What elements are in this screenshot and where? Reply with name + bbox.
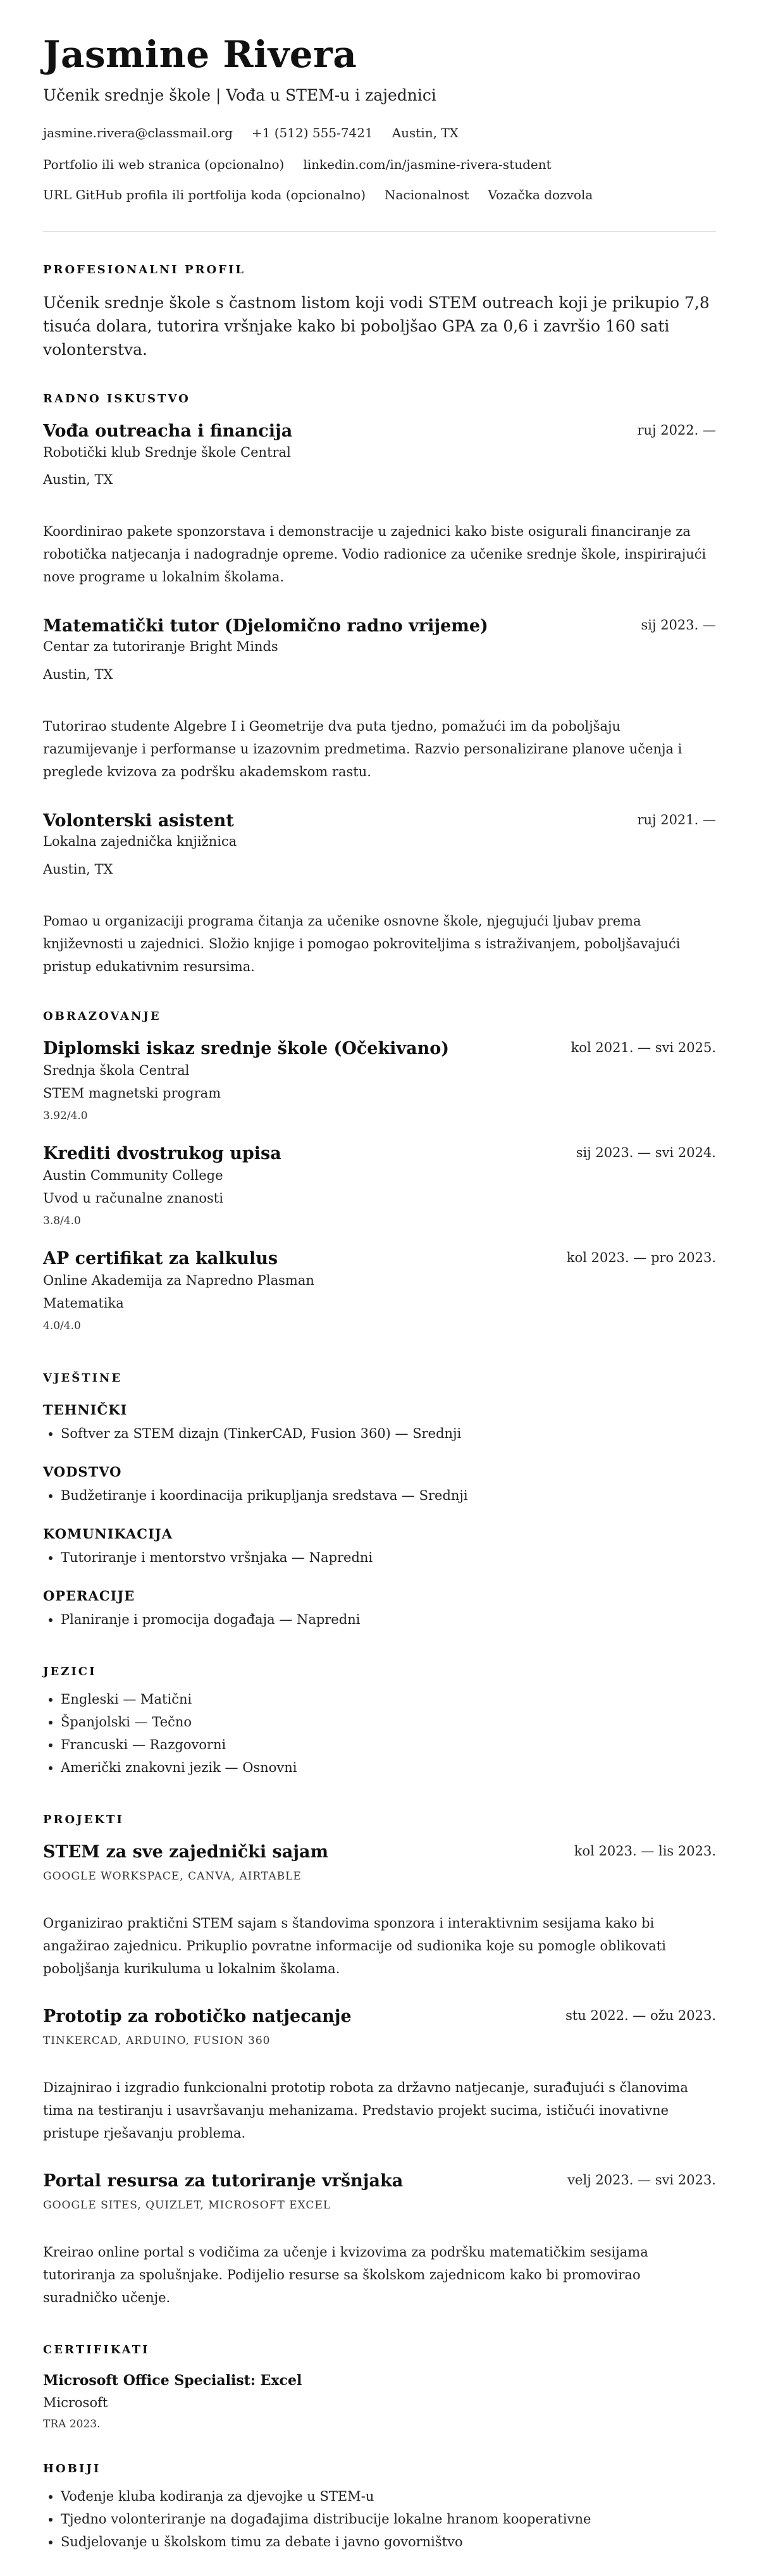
job-organization: Robotički klub Srednje škole Central (43, 445, 291, 460)
list-item: • Budžetiranje i koordinacija prikupljanja sredstava — Srednji (61, 1484, 468, 1507)
project-description: Dizajnirao i izgradio funkcionalni prototip robota za državno natjecanje, surađujući s članovima tima na testiranju i usavršavanju mehanizama. Predstavio projekt sucima, ističući inovativne pristupe rješavanju problema. (43, 2080, 688, 2141)
job-title: Volonterski asistent (43, 811, 234, 831)
education-detail: Matematika (43, 1296, 124, 1311)
list-item: • Tutoriranje i mentorstvo vršnjaka — Napredni (61, 1546, 373, 1569)
profile-heading: PROFESIONALNI PROFIL (43, 263, 246, 276)
project-description: Kreirao online portal s vodičima za učenje i kvizovima za podršku matematičkim sesijama tutoriranja za spolušnjake. Podijelio resurse sa školskom zajednicom kako bi promovirao suradničko učenje. (43, 2245, 648, 2305)
project-date: kol 2023. — lis 2023. (574, 1843, 716, 1859)
project-tools: GOOGLE SITES, QUIZLET, MICROSOFT EXCEL (43, 2199, 331, 2212)
education-title: AP certifikat za kalkulus (43, 1249, 278, 1268)
certificates-heading: CERTIFIKATI (43, 2343, 150, 2356)
contact-linkedin[interactable]: linkedin.com/in/jasmine-rivera-student (303, 157, 552, 172)
job-description: Koordinirao pakete sponzorstava i demonstracije u zajednici kako biste osigurali financiranje za robotička natjecanja i nadogradnje opreme. Vodio radionice za učenike srednje škole, inspirirajući nove programe u lokalnim školama. (43, 524, 707, 585)
education-gpa: 3.92/4.0 (43, 1110, 88, 1122)
contact-email[interactable]: jasmine.rivera@classmail.org (43, 125, 233, 140)
list-item: • Tjedno volonteriranje na događajima distribucije lokalne hranom kooperativne (61, 2508, 591, 2530)
list-item: • Engleski — Matični (61, 1688, 297, 1711)
certificate-name: Microsoft Office Specialist: Excel (43, 2372, 302, 2389)
project-title: Prototip za robotičko natjecanje (43, 2007, 352, 2026)
hobbies-heading: HOBIJI (43, 2462, 101, 2475)
contact-row-2 (43, 157, 552, 172)
list-item: • Vođenje kluba kodiranja za djevojke u STEM-u (61, 2485, 591, 2508)
job-title: Matematički tutor (Djelomično radno vrijeme) (43, 616, 488, 636)
education-date: sij 2023. — svi 2024. (576, 1145, 716, 1160)
skill-group-name: TEHNIČKI (43, 1402, 128, 1418)
job-description: Tutorirao studente Algebre I i Geometrije dva puta tjedno, pomažući im da poboljšaju razumijevanje i performanse u izazovnim predmetima. Razvio personalizirane planove učenja i preglede kvizova za podršku akademskom rastu. (43, 719, 682, 779)
job-date: ruj 2021. — (637, 812, 716, 827)
list-item: • Francuski — Razgovorni (61, 1733, 297, 1756)
contact-location: Austin, TX (392, 125, 459, 140)
skill-list (43, 1608, 360, 1631)
education-detail: Uvod u računalne znanosti (43, 1191, 223, 1206)
project-date: stu 2022. — ožu 2023. (565, 2008, 716, 2023)
contact-phone[interactable]: +1 (512) 555-7421 (251, 125, 373, 140)
list-item: • Sudjelovanje u školskom timu za debate i javno govorništvo (61, 2530, 591, 2553)
skills-heading: VJEŠTINE (43, 1372, 123, 1385)
profile-text: Učenik srednje škole s častnom listom koji vodi STEM outreach koji je prikupio 7,8 tisuća dolara, tutorira vršnjake kako bi poboljšao GPA za 0,6 i završio 160 sati volonterstva. (43, 294, 710, 359)
contact-row-1 (43, 125, 459, 140)
certificate-issuer: Microsoft (43, 2395, 108, 2410)
header-divider (43, 231, 716, 232)
education-school: Austin Community College (43, 1168, 223, 1183)
project-tools: GOOGLE WORKSPACE, CANVA, AIRTABLE (43, 1870, 302, 1883)
list-item: • Softver za STEM dizajn (TinkerCAD, Fusion 360) — Srednji (61, 1422, 461, 1445)
job-location: Austin, TX (43, 472, 113, 487)
certificate-date: TRA 2023. (43, 2418, 101, 2430)
education-date: kol 2023. — pro 2023. (566, 1250, 716, 1265)
job-location: Austin, TX (43, 667, 113, 682)
skill-list (43, 1422, 461, 1445)
project-date: velj 2023. — svi 2023. (567, 2172, 716, 2188)
job-location: Austin, TX (43, 862, 113, 877)
contact-driving-license: Vozačka dozvola (488, 187, 593, 202)
education-gpa: 4.0/4.0 (43, 1320, 81, 1332)
education-title: Diplomski iskaz srednje škole (Očekivano) (43, 1039, 450, 1058)
project-title: STEM za sve zajednički sajam (43, 1842, 329, 1862)
list-item: • Planiranje i promocija događaja — Napredni (61, 1608, 360, 1631)
candidate-headline: Učenik srednje škole | Vođa u STEM-u i zajednici (43, 86, 436, 104)
education-title: Krediti dvostrukog upisa (43, 1144, 281, 1163)
languages-list (43, 1688, 297, 1779)
education-date: kol 2021. — svi 2025. (571, 1040, 716, 1055)
contact-github[interactable]: URL GitHub profila ili portfolija koda (opcionalno) (43, 187, 366, 202)
skill-list (43, 1484, 468, 1507)
education-heading: OBRAZOVANJE (43, 1010, 161, 1023)
skill-group-name: KOMUNIKACIJA (43, 1526, 173, 1542)
skill-group-name: VODSTVO (43, 1464, 122, 1480)
contact-portfolio[interactable]: Portfolio ili web stranica (opcionalno) (43, 157, 285, 172)
education-detail: STEM magnetski program (43, 1086, 221, 1101)
experience-heading: RADNO ISKUSTVO (43, 392, 190, 406)
languages-heading: JEZICI (43, 1665, 97, 1678)
project-tools: TINKERCAD, ARDUINO, FUSION 360 (43, 2034, 271, 2047)
job-description: Pomao u organizaciji programa čitanja za učenike osnovne škole, njegujući ljubav prema književnosti u zajednici. Složio knjige i pomogao pokroviteljima s istraživanjem, poboljšavajući pristup edukativnim resursima. (43, 913, 681, 974)
education-school: Srednja škola Central (43, 1063, 190, 1078)
candidate-name: Jasmine Rivera (43, 33, 357, 76)
hobbies-list (43, 2485, 591, 2553)
projects-heading: PROJEKTI (43, 1813, 124, 1826)
education-gpa: 3.8/4.0 (43, 1215, 81, 1227)
project-description: Organizirao praktični STEM sajam s štandovima sponzora i interaktivnim sesijama kako bi angažirao zajednicu. Prikuplio povratne informacije od sudionika koje su pomogle oblikovati poboljšanja kurikuluma u lokalnim školama. (43, 1916, 666, 1976)
list-item: • Španjolski — Tečno (61, 1711, 297, 1733)
job-date: sij 2023. — (641, 617, 716, 633)
job-organization: Centar za tutoriranje Bright Minds (43, 639, 278, 654)
contact-nationality: Nacionalnost (385, 187, 469, 202)
contact-row-3 (43, 187, 593, 202)
education-school: Online Akademija za Napredno Plasman (43, 1273, 314, 1288)
list-item: • Američki znakovni jezik — Osnovni (61, 1756, 297, 1779)
skill-group-name: OPERACIJE (43, 1588, 135, 1604)
project-title: Portal resursa za tutoriranje vršnjaka (43, 2171, 404, 2191)
job-organization: Lokalna zajednička knjižnica (43, 834, 237, 849)
job-date: ruj 2022. — (637, 423, 716, 438)
skill-list (43, 1546, 373, 1569)
job-title: Vođa outreacha i financija (43, 421, 293, 441)
